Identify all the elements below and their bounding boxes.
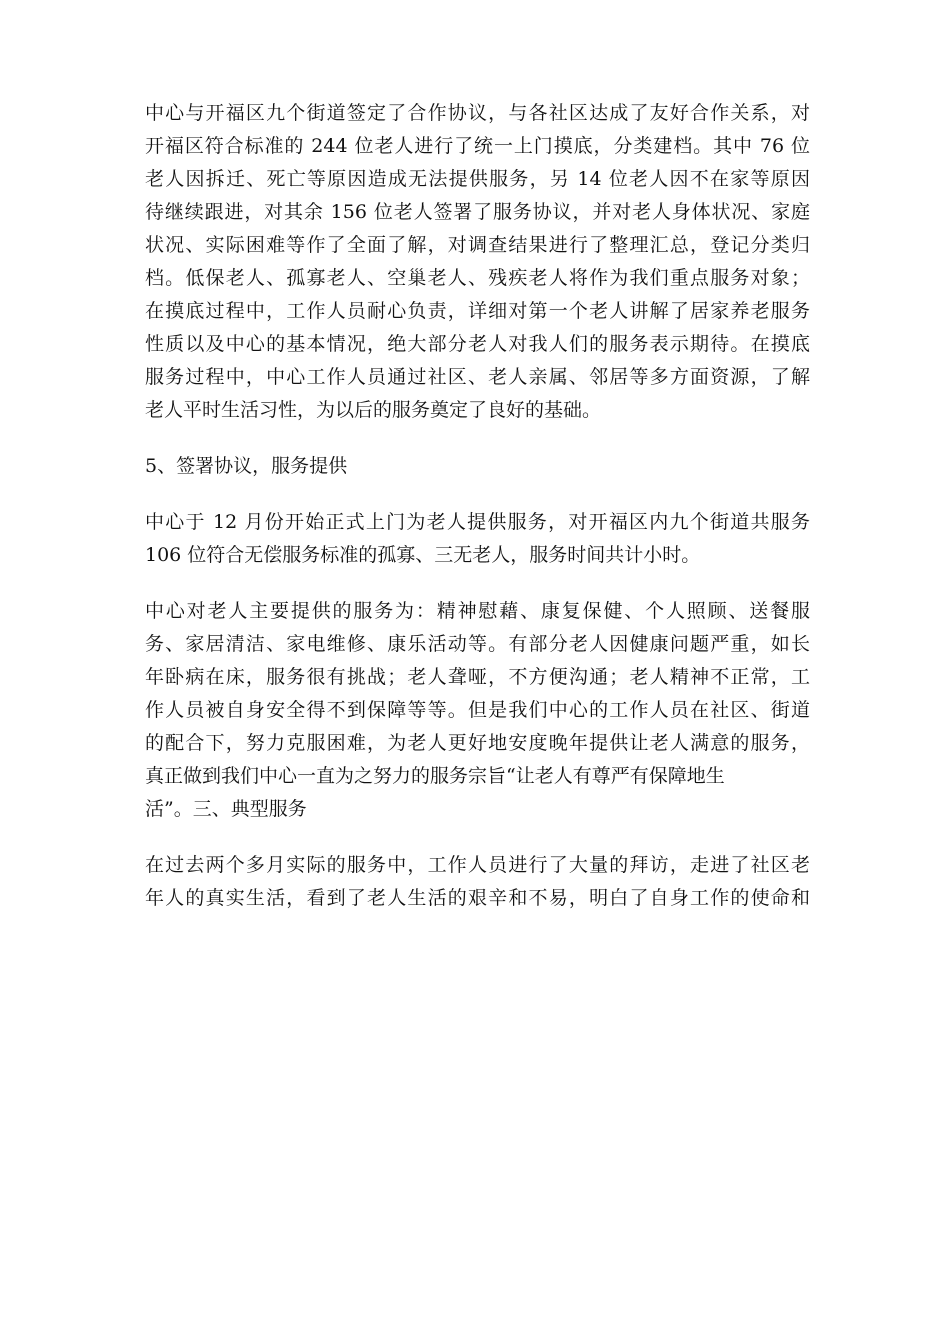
text-line: 106 位符合无偿服务标准的孤寡、三无老人，服务时间共计小时。 (145, 544, 701, 566)
text-line: 老人因拆迁、死亡等原因造成无法提供服务，另 14 位老人因不在家等原因 (145, 168, 810, 190)
paragraph-survey (145, 97, 810, 427)
text-line: 的配合下，努力克服困难，为老人更好地安度晚年提供让老人满意的服务， (145, 732, 810, 754)
text-line: 作人员被自身安全得不到保障等等。但是我们中心的工作人员在社区、街道 (145, 699, 810, 721)
text-line: 年人的真实生活，看到了老人生活的艰辛和不易，明白了自身工作的使命和 (145, 887, 810, 909)
text-line: 性质以及中心的基本情况，绝大部分老人对我人们的服务表示期待。在摸底 (145, 333, 810, 355)
text-line: 待继续跟进，对其余 156 位老人签署了服务协议，并对老人身体状况、家庭 (145, 201, 810, 223)
text-line: 活”。三、典型服务 (145, 798, 307, 820)
section-heading (145, 450, 810, 483)
text-line: 状况、实际困难等作了全面了解，对调查结果进行了整理汇总，登记分类归 (145, 234, 810, 256)
text-line: 真正做到我们中心一直为之努力的服务宗旨“让老人有尊严有保障地生 (145, 765, 725, 787)
heading-line: 5、签署协议，服务提供 (145, 455, 348, 477)
text-line: 中心与开福区九个街道签定了合作协议，与各社区达成了友好合作关系，对 (145, 102, 810, 124)
document-page (145, 97, 810, 938)
text-line: 在过去两个多月实际的服务中，工作人员进行了大量的拜访，走进了社区老 (145, 854, 810, 876)
text-line: 在摸底过程中，工作人员耐心负责，详细对第一个老人讲解了居家养老服务 (145, 300, 810, 322)
text-line: 中心对老人主要提供的服务为：精神慰藉、康复保健、个人照顾、送餐服 (145, 600, 810, 622)
paragraph-typical-service (145, 849, 810, 915)
paragraph-service-content (145, 595, 810, 826)
text-line: 务、家居清洁、家电维修、康乐活动等。有部分老人因健康问题严重，如长 (145, 633, 810, 655)
paragraph-service-start (145, 506, 810, 572)
text-line: 年卧病在床，服务很有挑战；老人聋哑，不方便沟通；老人精神不正常，工 (145, 666, 810, 688)
text-line: 档。低保老人、孤寡老人、空巢老人、残疾老人将作为我们重点服务对象； (145, 267, 810, 289)
text-line: 服务过程中，中心工作人员通过社区、老人亲属、邻居等多方面资源，了解 (145, 366, 810, 388)
text-line: 中心于 12 月份开始正式上门为老人提供服务，对开福区内九个街道共服务 (145, 511, 810, 533)
text-line: 老人平时生活习性，为以后的服务奠定了良好的基础。 (145, 399, 602, 421)
text-line: 开福区符合标准的 244 位老人进行了统一上门摸底，分类建档。其中 76 位 (145, 135, 810, 157)
